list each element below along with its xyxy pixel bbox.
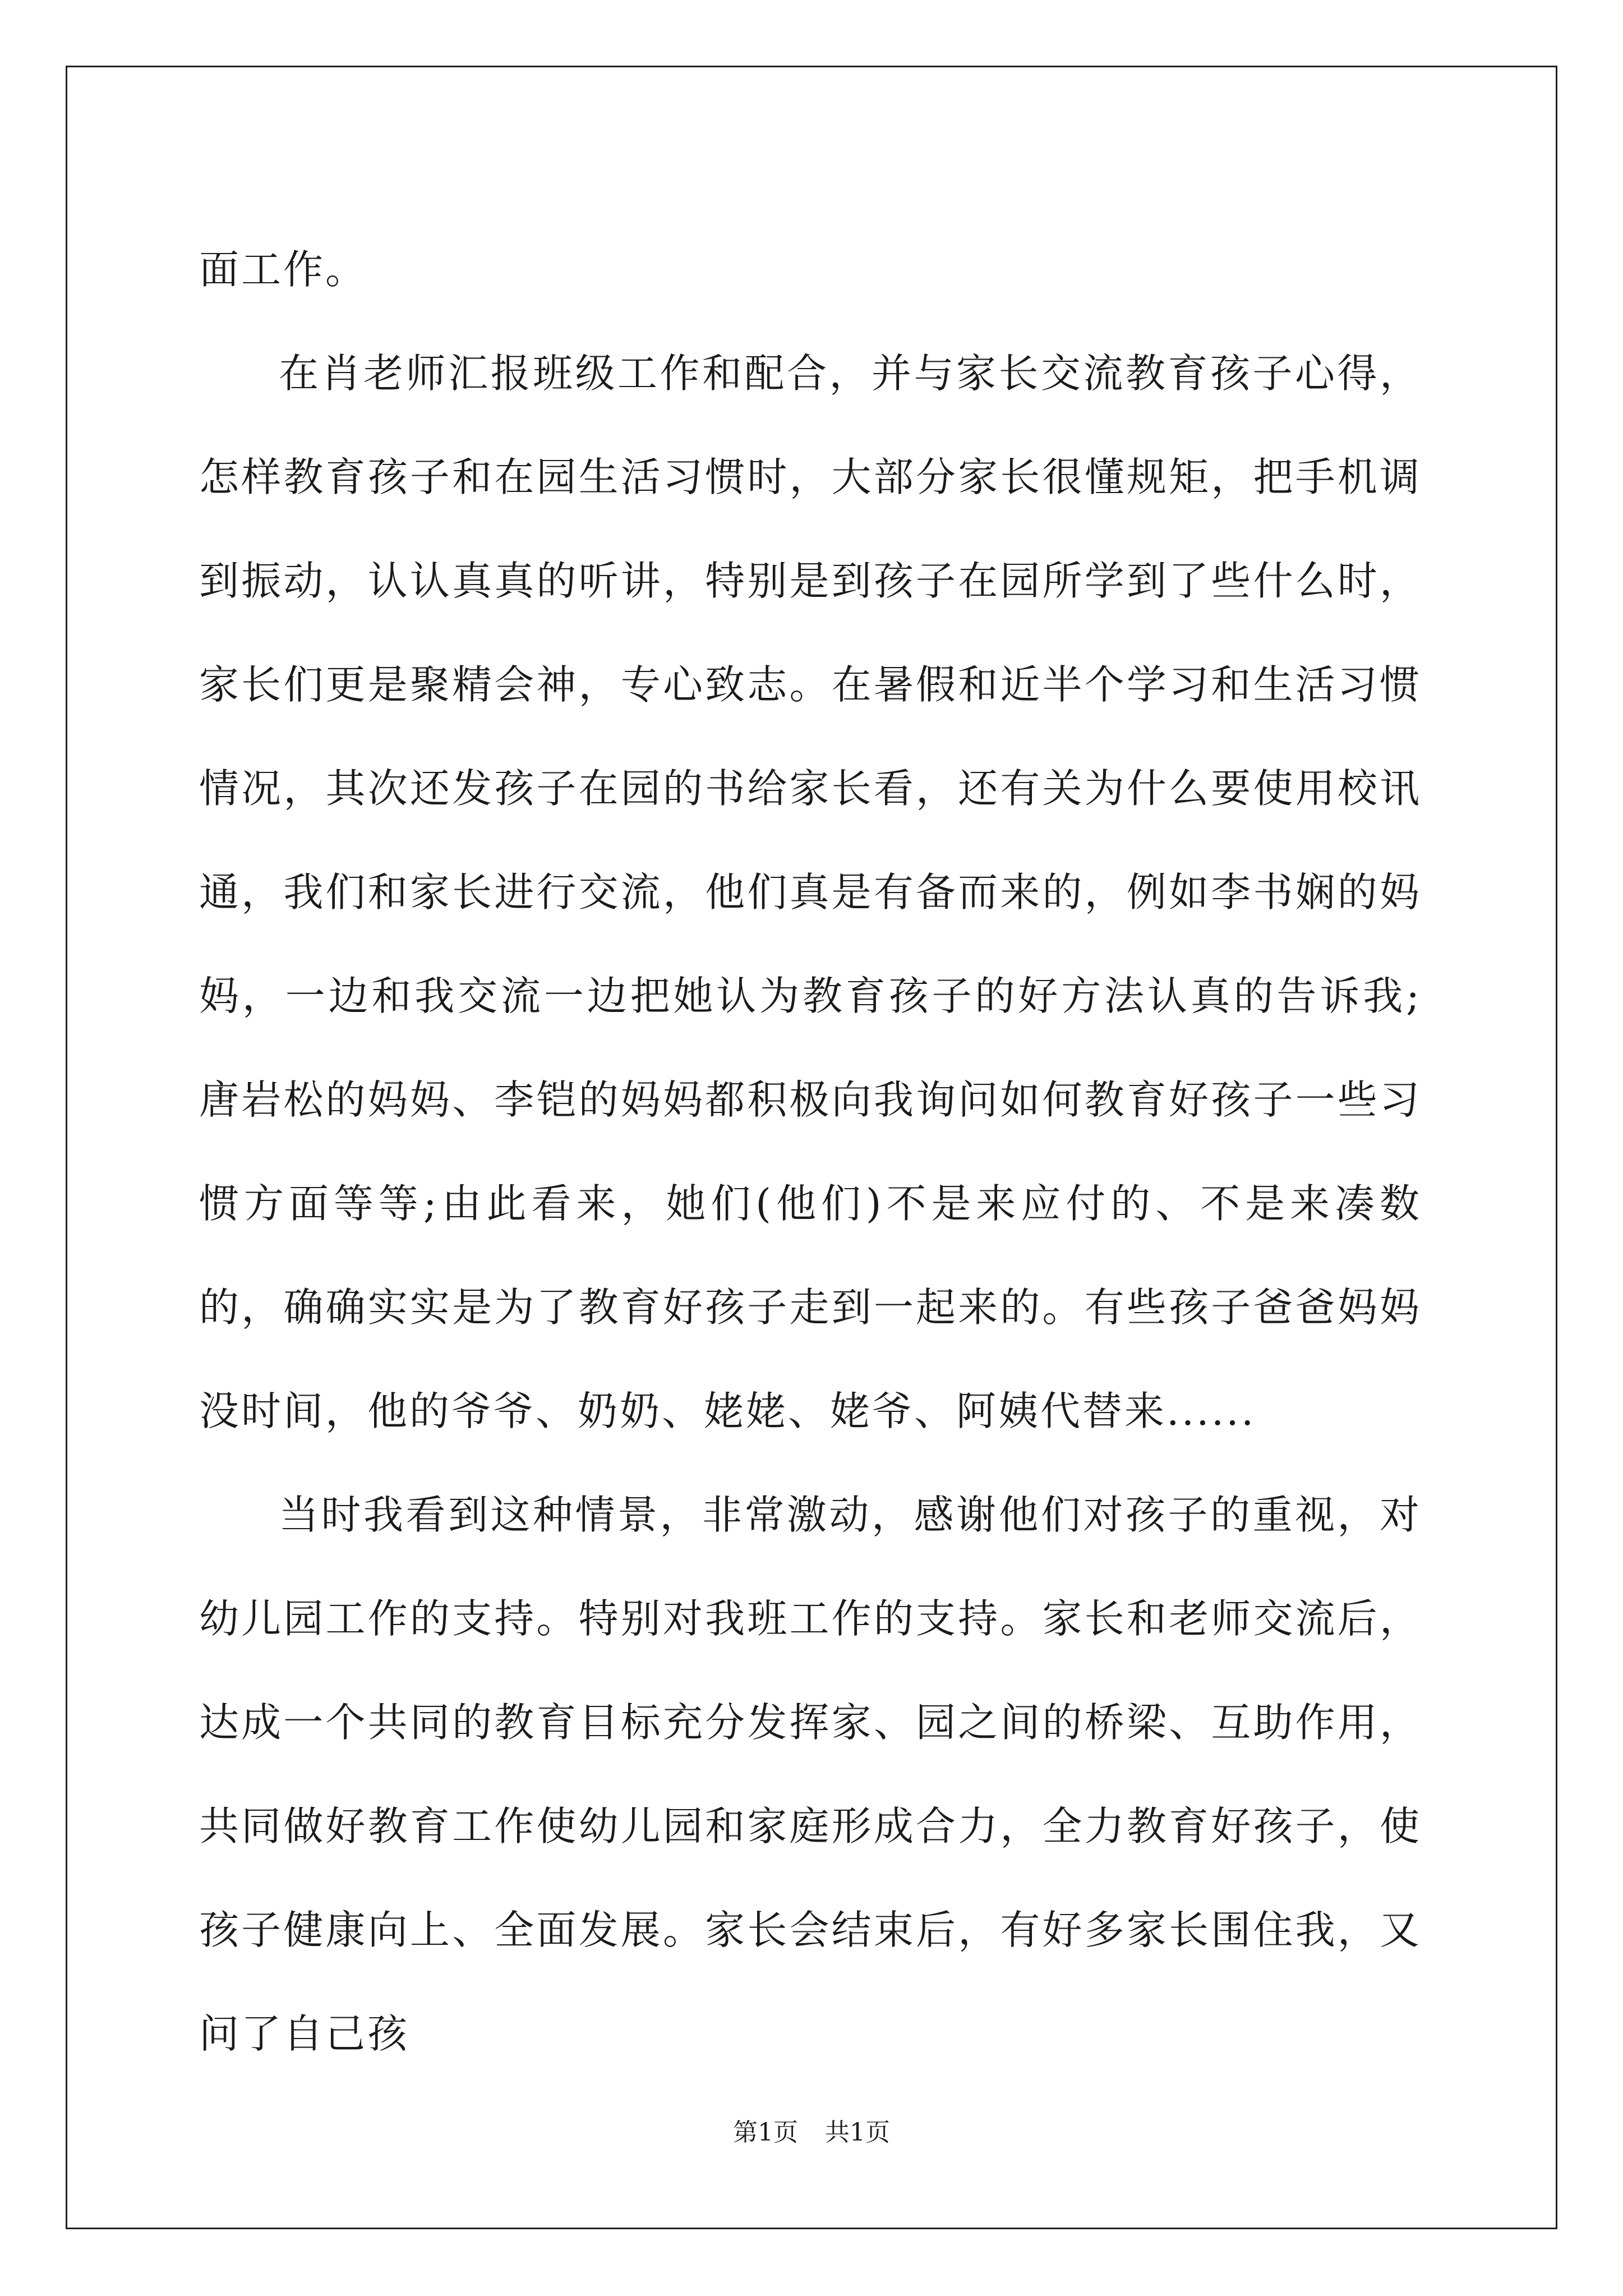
paragraph-3: 当时我看到这种情景，非常激动，感谢他们对孩子的重视，对幼儿园工作的支持。特别对我班工作的支持。家长和老师交流后，达成一个共同的教育目标充分发挥家、园之间的桥梁、互助作用，共同做好教育工作使幼儿园和家庭形成合力，全力教育好孩子，使孩子健康向上、全面发展。家长会结束后，有好多家长围住我，又问了自己孩 [199,1492,1422,2057]
paragraph-2: 在肖老师汇报班级工作和配合，并与家长交流教育孩子心得，怎样教育孩子和在园生活习惯时，大部分家长很懂规矩，把手机调到振动，认认真真的听讲，特别是到孩子在园所学到了些什么时，家长们更是聚精会神，专心致志。在暑假和近半个学习和生活习惯情况，其次还发孩子在园的书给家长看，还有关为什么要使用校讯通，我们和家长进行交流，他们真是有备而来的，例如李书娴的妈妈，一边和我交流一边把她认为教育孩子的好方法认真的告诉我;唐岩松的妈妈、李铠的妈妈都积极向我询问如何教育好孩子一些习惯方面等等;由此看来，她们(他们)不是来应付的、不是来凑数的，确确实实是为了教育好孩子走到一起来的。有些孩子爸爸妈妈没时间，他的爷爷、奶奶、姥姥、姥爷、阿姨代替来...... [199,350,1422,1434]
page-footer [0,2112,1623,2148]
page-number-total: 共1页 [825,2118,890,2147]
paragraph-1: 面工作。 [199,246,368,293]
page-number-current: 第1页 [733,2118,798,2147]
document-body [199,218,1422,2086]
